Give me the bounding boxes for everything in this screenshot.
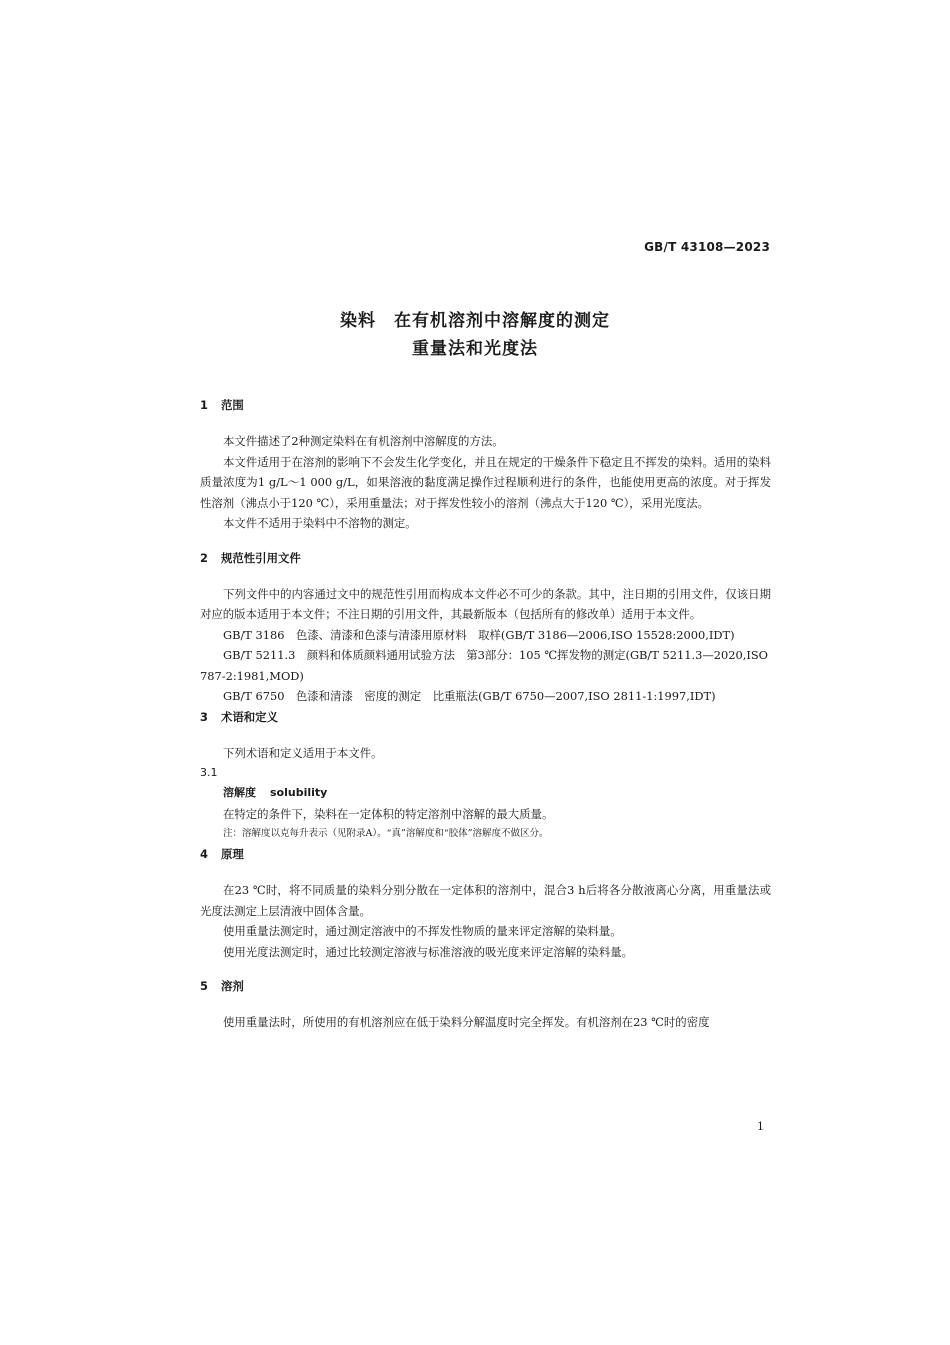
section-4-para-2: 使用重量法测定时，通过测定溶液中的不挥发性物质的量来评定溶解的染料量。 xyxy=(223,924,622,938)
section-3-title: 术语和定义 xyxy=(221,709,278,724)
section-1-para-3: 本文件不适用于染料中不溶物的测定。 xyxy=(223,516,417,530)
section-5-para-1: 使用重量法时，所使用的有机溶剂应在低于染料分解温度时完全挥发。有机溶剂在23 ℃时的密度 xyxy=(223,1015,710,1029)
document-title-line1: 染料 在有机溶剂中溶解度的测定 xyxy=(340,311,610,331)
section-1-number: 1 xyxy=(200,398,208,412)
section-4-number: 4 xyxy=(200,847,208,861)
section-1-para-1: 本文件描述了2种测定染料在有机溶剂中溶解度的方法。 xyxy=(223,434,504,448)
reference-gbt-3186: GB/T 3186 色漆、清漆和色漆与清漆用原材料 取样(GB/T 3186—2006,ISO 15528:2000,IDT) xyxy=(223,627,735,642)
page-number: 1 xyxy=(757,1120,764,1133)
term-definition: 在特定的条件下，染料在一定体积的特定溶剂中溶解的最大质量。 xyxy=(223,806,554,821)
term-number: 3.1 xyxy=(200,766,218,779)
section-5-title: 溶剂 xyxy=(221,979,244,993)
section-3-para-1: 下列术语和定义适用于本文件。 xyxy=(223,745,383,760)
section-3-heading xyxy=(200,707,771,727)
reference-gbt-5211-3: GB/T 5211.3 颜料和体质颜料通用试验方法 第3部分：105 ℃挥发物的测定(GB/T 5211.3—2020,ISO 787-2:1981,MOD) xyxy=(200,648,768,683)
section-2-heading xyxy=(200,548,771,568)
section-4-heading xyxy=(200,844,771,864)
reference-gbt-6750: GB/T 6750 色漆和清漆 密度的测定 比重瓶法(GB/T 6750—2007,ISO 2811-1:1997,IDT) xyxy=(223,689,716,703)
section-4-para-3: 使用光度法测定时，通过比较测定溶液与标准溶液的吸光度来评定溶解的染料量。 xyxy=(223,944,634,959)
section-4-para-1: 在23 ℃时，将不同质量的染料分别分散在一定体积的溶剂中，混合3 h后将各分散液离心分离，用重量法或光度法测定上层清液中固体含量。 xyxy=(200,883,771,918)
document-title-line2: 重量法和光度法 xyxy=(412,339,538,359)
section-4-title: 原理 xyxy=(221,847,244,861)
document-body xyxy=(200,395,771,1033)
section-3-number: 3 xyxy=(200,709,208,724)
section-1-para-2: 本文件适用于在溶剂的影响下不会发生化学变化，并且在规定的干燥条件下稳定且不挥发的染料。适用的染料质量浓度为1 g/L～1 000 g/L，如果溶液的黏度满足操作过程顺利进行的条件，也能使用更高的浓度。对于挥发性溶剂（沸点小于120 ℃），采用重量法；对于挥发性较小的溶剂（沸点大于120 ℃），采用光度法。 xyxy=(200,454,771,510)
section-5-heading xyxy=(200,976,771,996)
section-2-para-1: 下列文件中的内容通过文中的规范性引用而构成本文件必不可少的条款。其中，注日期的引用文件，仅该日期对应的版本适用于本文件；不注日期的引用文件，其最新版本（包括所有的修改单）适用于本文件。 xyxy=(200,586,771,621)
section-5-number: 5 xyxy=(200,979,208,993)
standard-code: GB/T 43108—2023 xyxy=(644,240,770,254)
term-chinese: 溶解度 xyxy=(223,786,256,799)
section-1-heading xyxy=(200,395,771,415)
section-2-title: 规范性引用文件 xyxy=(221,550,301,565)
term-entry xyxy=(200,783,771,804)
term-english: solubility xyxy=(270,786,328,799)
section-2-number: 2 xyxy=(200,550,208,565)
term-note: 注：溶解度以克每升表示（见附录A）。“真”溶解度和“胶体”溶解度不做区分。 xyxy=(223,828,549,839)
section-1-title: 范围 xyxy=(221,398,244,412)
